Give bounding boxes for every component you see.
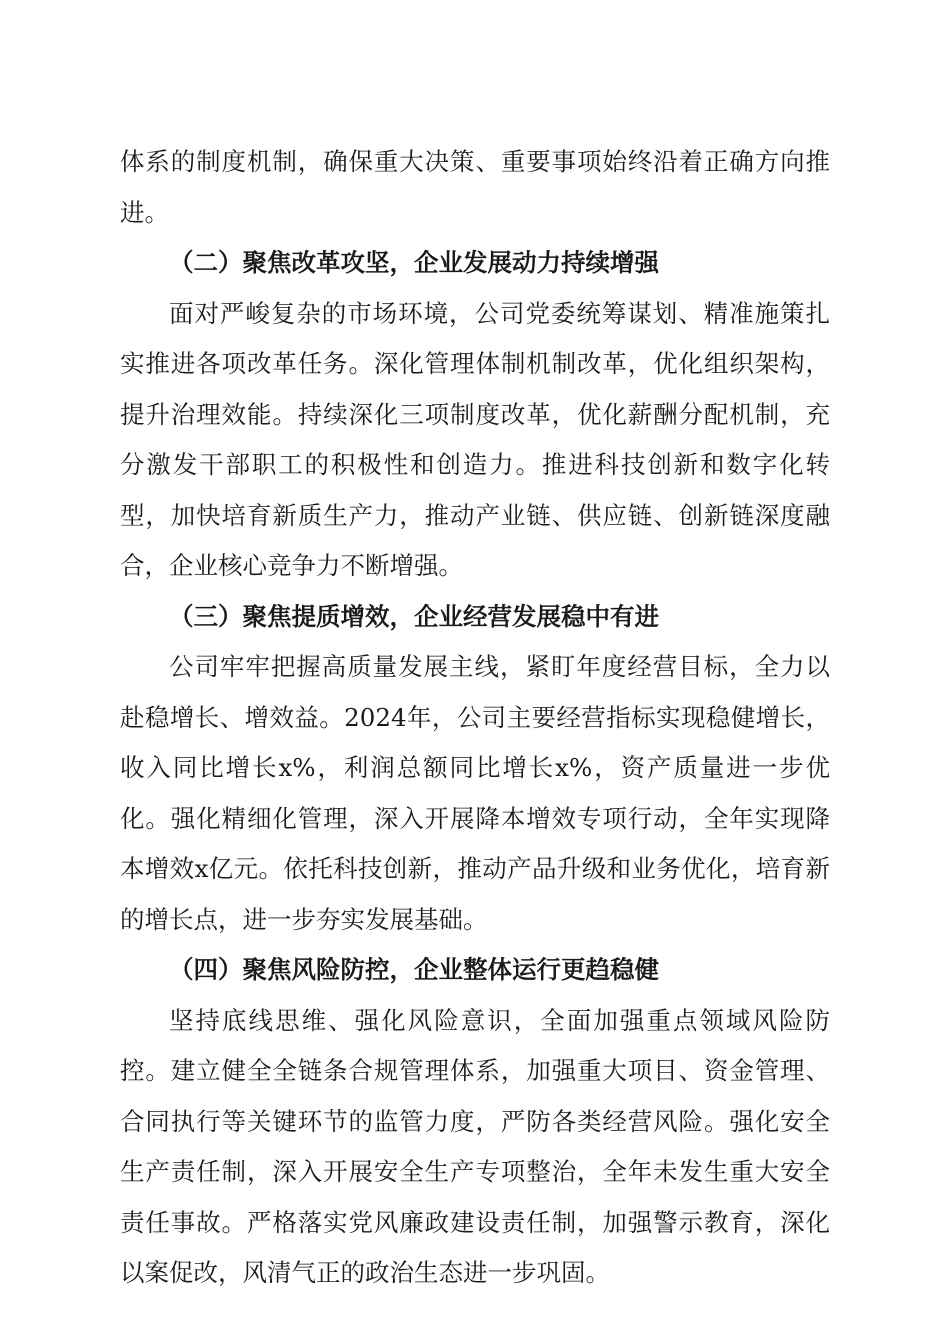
section-heading-2: （二）聚焦改革攻坚，企业发展动力持续增强 xyxy=(169,248,659,277)
section-heading-4: （四）聚焦风险防控，企业整体运行更趋稳健 xyxy=(169,955,659,984)
paragraph-risk-control: 坚持底线思维、强化风险意识，全面加强重点领域风险防控。建立健全全链条合规管理体系，加强重大项目、资金管理、合同执行等关键环节的监管力度，严防各类经营风险。强化安全生产责任制，深入开展安全生产专项整治，全年未发生重大安全责任事故。严格落实党风廉政建设责任制，加强警示教育，深化以案促改，风清气正的政治生态进一步巩固。 xyxy=(120,1005,830,1287)
paragraph-continued: 体系的制度机制，确保重大决策、重要事项始终沿着正确方向推进。 xyxy=(120,147,830,227)
section-heading-3: （三）聚焦提质增效，企业经营发展稳中有进 xyxy=(169,601,659,631)
paragraph-efficiency: 公司牢牢把握高质量发展主线，紧盯年度经营目标，全力以赴稳增长、增效益。2024年，公司主要经营指标实现稳健增长，收入同比增长x%，利润总额同比增长x%，资产质量进一步优化。强化精细化管理，深入开展降本增效专项行动，全年实现降本增效x亿元。依托科技创新，推动产品升级和业务优化，培育新的增长点，进一步夯实发展基础。 xyxy=(120,652,830,934)
paragraph-reform: 面对严峻复杂的市场环境，公司党委统筹谋划、精准施策扎实推进各项改革任务。深化管理体制机制改革，优化组织架构，提升治理效能。持续深化三项制度改革，优化薪酬分配机制，充分激发干部职工的积极性和创造力。推进科技创新和数字化转型，加快培育新质生产力，推动产业链、供应链、创新链深度融合，企业核心竞争力不断增强。 xyxy=(120,298,830,580)
document-body xyxy=(120,137,830,1299)
